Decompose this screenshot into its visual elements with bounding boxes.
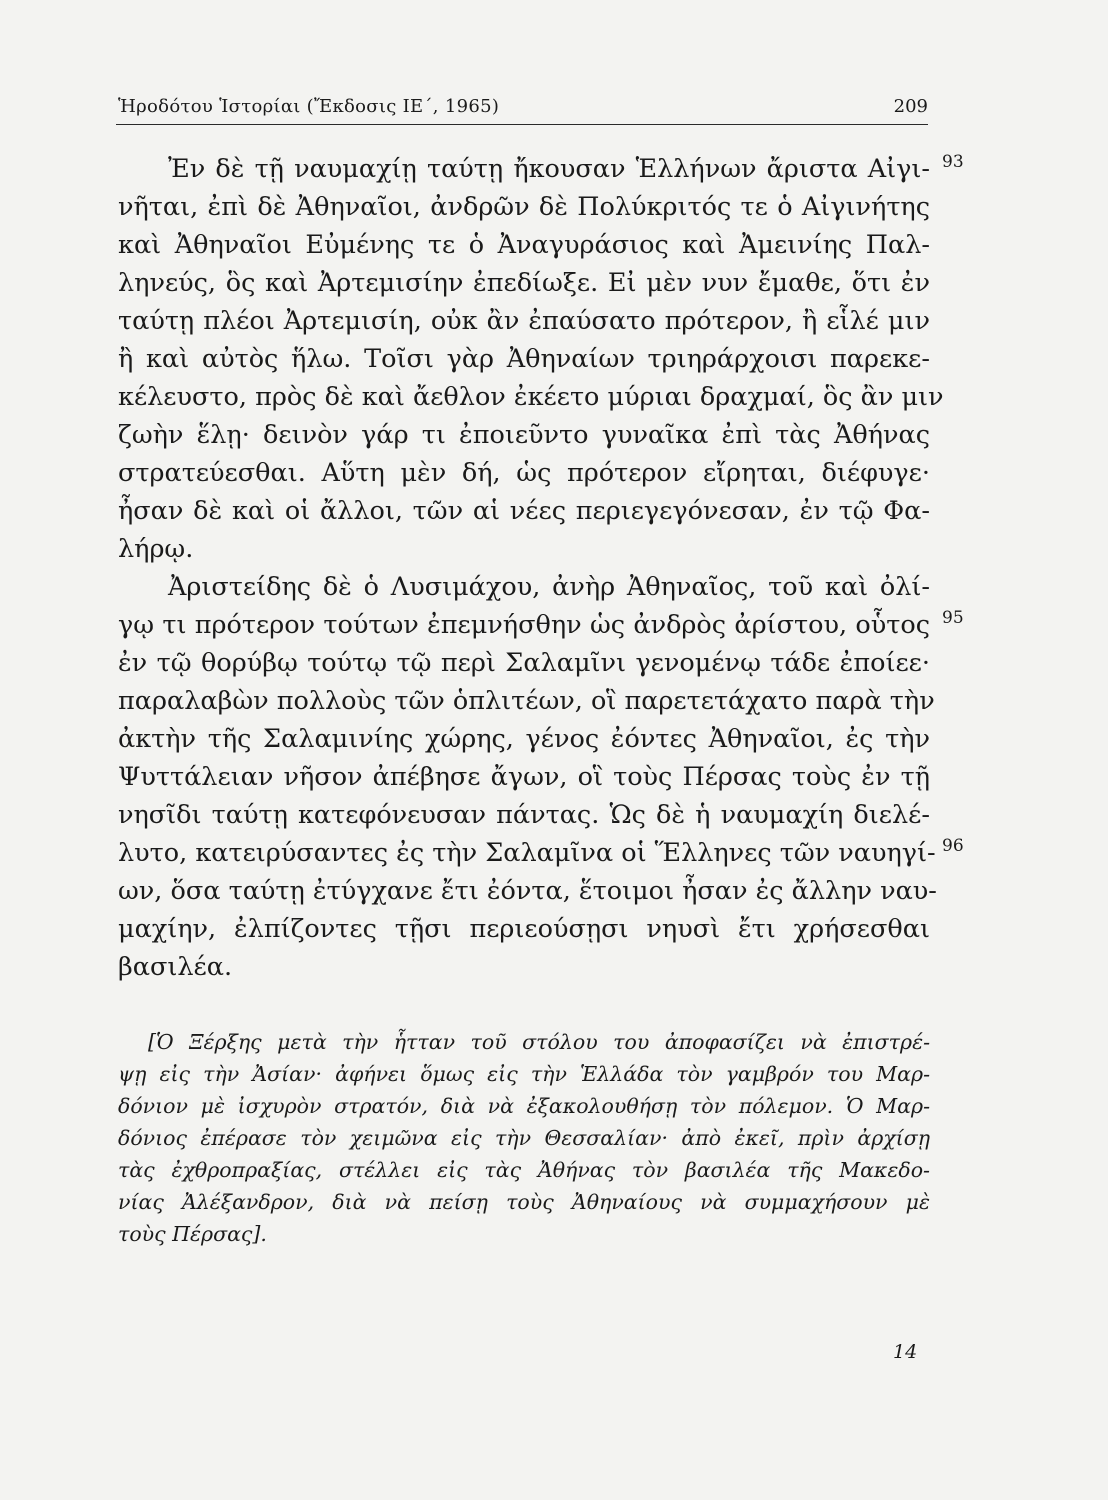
text-line: παραλαβὼν πολλοὺς τῶν ὁπλιτέων, οἳ παρετετάχατο παρὰ τὴν [118,686,935,716]
text-line: Ἀριστείδης δὲ ὁ Λυσιμάχου, ἀνὴρ Ἀθηναῖος, τοῦ καὶ ὀλί- [168,572,930,602]
text-line: ἀκτὴν τῆς Σαλαμινίης χώρης, γένος ἐόντες Ἀθηναῖοι, ἐς τὴν [118,724,930,754]
signature-mark: 14 [893,1341,918,1363]
text-line: ληνεύς, ὃς καὶ Ἀρτεμισίην ἐπεδίωξε. Εἰ μὲν νυν ἔμαθε, ὅτι ἐν [118,268,930,298]
text-line: ταύτῃ πλέοι Ἀρτεμισίη, οὐκ ἂν ἐπαύσατο πρότερον, ἢ εἷλέ μιν [118,306,930,336]
text-line: νησῖδι ταύτῃ κατεφόνευσαν πάντας. Ὡς δὲ ἡ ναυμαχίη διελέ- [118,800,930,830]
text-line: Ψυττάλειαν νῆσον ἀπέβησε ἄγων, οἳ τοὺς Πέρσας τοὺς ἐν τῇ [118,762,930,792]
text-line: ζωὴν ἕλῃ· δεινὸν γάρ τι ἐποιεῦντο γυναῖκα ἐπὶ τὰς Ἀθήνας [118,420,930,450]
text-line: λήρῳ. [118,534,194,564]
chapter-number: 96 [942,836,964,856]
chapter-number: 93 [942,152,964,172]
chapter-number: 95 [942,608,964,628]
header-rule [116,124,928,125]
text-line: νῆται, ἐπὶ δὲ Ἀθηναῖοι, ἀνδρῶν δὲ Πολύκριτός τε ὁ Αἰγινήτης [118,192,930,222]
text-line: Ἐν δὲ τῇ ναυμαχίῃ ταύτῃ ἤκουσαν Ἑλλήνων ἄριστα Αἰγι- [168,154,930,184]
summary-line: τοὺς Πέρσας]. [118,1222,267,1246]
summary-line: δόνιος ἐπέρασε τὸν χειμῶνα εἰς τὴν Θεσσαλίαν· ἀπὸ ἐκεῖ, πρὶν ἀρχίσῃ [118,1126,930,1150]
text-line: ἦσαν δὲ καὶ οἱ ἄλλοι, τῶν αἱ νέες περιεγεγόνεσαν, ἐν τῷ Φα- [118,496,930,526]
text-line: ων, ὅσα ταύτῃ ἐτύγχανε ἔτι ἐόντα, ἕτοιμοι ἦσαν ἐς ἄλλην ναυ- [118,876,937,906]
summary-line: τὰς ἐχθροπραξίας, στέλλει εἰς τὰς Ἀθήνας τὸν βασιλέα τῆς Μακεδο- [118,1158,930,1182]
text-line: ἐν τῷ θορύβῳ τούτῳ τῷ περὶ Σαλαμῖνι γενομένῳ τάδε ἐποίεε· [118,648,930,678]
text-line: στρατεύεσθαι. Αὕτη μὲν δή, ὡς πρότερον εἴρηται, διέφυγε· [118,458,930,488]
text-line: μαχίην, ἐλπίζοντες τῇσι περιεούσῃσι νηυσὶ ἔτι χρήσεσθαι [118,914,930,944]
summary-line: δόνιον μὲ ἰσχυρὸν στρατόν, διὰ νὰ ἐξακολουθήσῃ τὸν πόλεμον. Ὁ Μαρ- [118,1094,930,1118]
summary-line: ψῃ εἰς τὴν Ἀσίαν· ἀφήνει ὅμως εἰς τὴν Ἑλλάδα τὸν γαμβρόν του Μαρ- [118,1062,930,1086]
header-title: Ἡροδότου Ἱστορίαι (Ἔκδοσις ΙΕ΄, 1965) [118,96,500,117]
text-line: ἢ καὶ αὐτὸς ἥλω. Τοῖσι γὰρ Ἀθηναίων τριηράρχοισι παρεκε- [118,344,930,374]
summary-line: [Ὁ Ξέρξης μετὰ τὴν ἧτταν τοῦ στόλου του ἀποφασίζει νὰ ἐπιστρέ- [148,1030,930,1054]
text-line: γῳ τι πρότερον τούτων ἐπεμνήσθην ὡς ἀνδρὸς ἀρίστου, οὗτος [118,610,930,640]
page-number: 209 [893,96,928,117]
summary-line: νίας Ἀλέξανδρον, διὰ νὰ πείσῃ τοὺς Ἀθηναίους νὰ συμμαχήσουν μὲ [118,1190,930,1214]
text-line: λυτο, κατειρύσαντες ἐς τὴν Σαλαμῖνα οἱ Ἕλληνες τῶν ναυηγί- [118,838,936,868]
text-line: κέλευστο, πρὸς δὲ καὶ ἄεθλον ἐκέετο μύριαι δραχμαί, ὃς ἂν μιν [118,382,944,412]
text-line: βασιλέα. [118,952,233,982]
text-line: καὶ Ἀθηναῖοι Εὐμένης τε ὁ Ἀναγυράσιος καὶ Ἀμεινίης Παλ- [118,230,930,260]
